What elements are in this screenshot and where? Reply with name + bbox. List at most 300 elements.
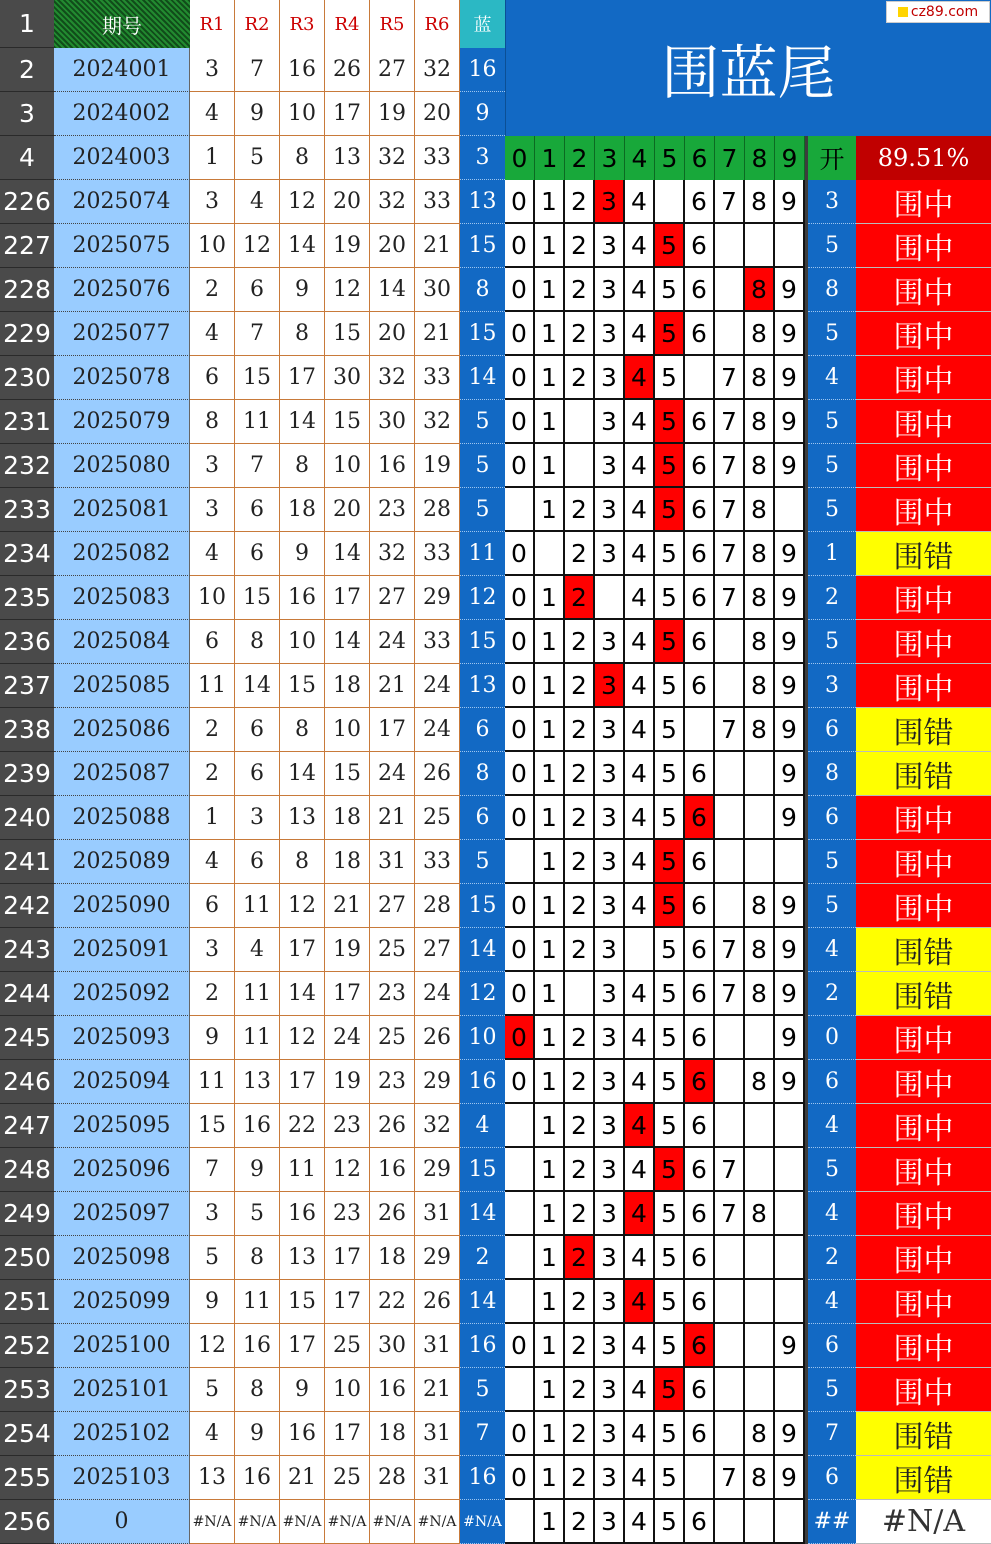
red-ball-cell[interactable]: 2 (190, 268, 235, 312)
result-cell[interactable]: 围中 (856, 1280, 991, 1324)
digit-cell[interactable] (505, 1500, 535, 1544)
kai-cell[interactable]: 2 (808, 1236, 856, 1280)
red-ball-cell[interactable]: 8 (280, 312, 325, 356)
red-ball-cell[interactable]: #N/A (370, 1500, 415, 1544)
row-number[interactable]: 237 (0, 664, 54, 708)
red-ball-cell[interactable]: 11 (280, 1148, 325, 1192)
digit-cell[interactable]: 3 (595, 400, 625, 444)
red-ball-cell[interactable]: 32 (370, 180, 415, 224)
red-ball-cell[interactable]: 19 (325, 224, 370, 268)
digit-cell[interactable]: 4 (625, 1148, 655, 1192)
red-ball-cell[interactable]: 4 (190, 840, 235, 884)
digit-cell[interactable]: 2 (565, 224, 595, 268)
red-ball-cell[interactable]: 6 (190, 620, 235, 664)
digit-cell[interactable] (715, 1500, 745, 1544)
blue-ball-cell[interactable]: 8 (460, 268, 505, 312)
red-ball-cell[interactable]: 10 (325, 1368, 370, 1412)
kai-cell[interactable]: 5 (808, 400, 856, 444)
digit-cell[interactable]: 9 (775, 884, 805, 928)
digit-cell[interactable]: 0 (505, 444, 535, 488)
digit-cell[interactable] (775, 488, 805, 532)
digit-hit-cell[interactable]: 5 (655, 488, 685, 532)
digit-cell[interactable]: 6 (685, 1104, 715, 1148)
digit-cell[interactable]: 1 (535, 576, 565, 620)
red-ball-cell[interactable]: 10 (190, 576, 235, 620)
row-number[interactable]: 245 (0, 1016, 54, 1060)
blue-ball-cell[interactable]: 8 (460, 752, 505, 796)
digit-cell[interactable]: 9 (775, 444, 805, 488)
digit-cell[interactable]: 2 (565, 708, 595, 752)
digit-cell[interactable]: 3 (595, 268, 625, 312)
digit-cell[interactable]: 2 (565, 1324, 595, 1368)
red-ball-cell[interactable]: 17 (280, 1324, 325, 1368)
red-ball-cell[interactable]: 20 (415, 92, 460, 136)
digit-cell[interactable]: 4 (625, 1412, 655, 1456)
digit-cell[interactable]: 4 (625, 1324, 655, 1368)
red-ball-cell[interactable]: 6 (235, 840, 280, 884)
digit-cell[interactable]: 3 (595, 1324, 625, 1368)
digit-cell[interactable]: 2 (565, 356, 595, 400)
red-ball-cell[interactable]: 33 (415, 840, 460, 884)
red-ball-cell[interactable]: 25 (415, 796, 460, 840)
digit-cell[interactable]: 9 (775, 708, 805, 752)
red-ball-cell[interactable]: 8 (280, 708, 325, 752)
result-cell[interactable]: 围中 (856, 664, 991, 708)
blue-ball-cell[interactable]: 14 (460, 928, 505, 972)
blue-ball-cell[interactable]: 16 (460, 1456, 505, 1500)
digit-cell[interactable]: 0 (505, 620, 535, 664)
blue-ball-cell[interactable]: 15 (460, 620, 505, 664)
period-cell[interactable]: 2025101 (54, 1368, 190, 1412)
digit-cell[interactable] (745, 1148, 775, 1192)
result-cell[interactable]: 围错 (856, 1412, 991, 1456)
red-ball-cell[interactable]: 9 (190, 1016, 235, 1060)
digit-cell[interactable]: 8 (745, 400, 775, 444)
digit-cell[interactable]: 3 (595, 1148, 625, 1192)
red-ball-header[interactable]: R6 (415, 0, 460, 48)
digit-cell[interactable]: 7 (715, 1456, 745, 1500)
digit-cell[interactable]: 2 (565, 1280, 595, 1324)
digit-cell[interactable] (715, 1368, 745, 1412)
digit-cell[interactable] (535, 532, 565, 576)
red-ball-cell[interactable]: 9 (190, 1280, 235, 1324)
digit-cell[interactable]: 5 (655, 1280, 685, 1324)
digit-cell[interactable] (655, 180, 685, 224)
digit-cell[interactable]: 5 (655, 1236, 685, 1280)
digit-cell[interactable]: 4 (625, 268, 655, 312)
digit-cell[interactable] (715, 1060, 745, 1104)
digit-cell[interactable] (505, 488, 535, 532)
result-cell[interactable]: 围中 (856, 1148, 991, 1192)
red-ball-cell[interactable]: 5 (235, 1192, 280, 1236)
digit-cell[interactable]: 5 (655, 268, 685, 312)
red-ball-cell[interactable]: 10 (190, 224, 235, 268)
blue-ball-cell[interactable]: 16 (460, 1060, 505, 1104)
red-ball-cell[interactable]: 7 (235, 312, 280, 356)
red-ball-cell[interactable]: 23 (325, 1104, 370, 1148)
red-ball-cell[interactable]: 21 (325, 884, 370, 928)
red-ball-cell[interactable]: 17 (325, 1280, 370, 1324)
blue-ball-cell[interactable]: 14 (460, 1192, 505, 1236)
digit-cell[interactable]: 4 (625, 752, 655, 796)
result-cell[interactable]: 围错 (856, 532, 991, 576)
digit-cell[interactable]: 1 (535, 928, 565, 972)
red-ball-cell[interactable]: 16 (370, 1148, 415, 1192)
digit-cell[interactable]: 9 (775, 532, 805, 576)
red-ball-cell[interactable]: 4 (235, 180, 280, 224)
digit-cell[interactable]: 1 (535, 664, 565, 708)
red-ball-cell[interactable]: 20 (370, 224, 415, 268)
result-cell[interactable]: 围中 (856, 1016, 991, 1060)
row-number[interactable]: 239 (0, 752, 54, 796)
digit-cell[interactable] (715, 796, 745, 840)
red-ball-cell[interactable]: 19 (325, 928, 370, 972)
digit-cell[interactable]: 7 (715, 444, 745, 488)
kai-cell[interactable]: 6 (808, 1060, 856, 1104)
red-ball-cell[interactable]: 26 (415, 752, 460, 796)
red-ball-cell[interactable]: 21 (370, 796, 415, 840)
period-cell[interactable]: 2025102 (54, 1412, 190, 1456)
red-ball-cell[interactable]: 26 (370, 1192, 415, 1236)
red-ball-cell[interactable]: 32 (415, 400, 460, 444)
digit-cell[interactable]: 3 (595, 884, 625, 928)
digit-cell[interactable] (775, 1104, 805, 1148)
digit-cell[interactable]: 5 (655, 796, 685, 840)
kai-cell[interactable]: 1 (808, 532, 856, 576)
red-ball-cell[interactable]: 16 (370, 444, 415, 488)
digit-cell[interactable]: 9 (775, 796, 805, 840)
digit-cell[interactable] (565, 972, 595, 1016)
digit-cell[interactable]: 1 (535, 1016, 565, 1060)
digit-hit-cell[interactable]: 4 (625, 1280, 655, 1324)
red-ball-cell[interactable]: 14 (370, 268, 415, 312)
blue-ball-cell[interactable]: 10 (460, 1016, 505, 1060)
digit-cell[interactable]: 8 (745, 532, 775, 576)
digit-cell[interactable]: 1 (535, 268, 565, 312)
row-number[interactable]: 254 (0, 1412, 54, 1456)
kai-cell[interactable]: 5 (808, 488, 856, 532)
digit-cell[interactable]: 1 (535, 1500, 565, 1544)
red-ball-cell[interactable]: 12 (280, 884, 325, 928)
period-cell[interactable]: 2025081 (54, 488, 190, 532)
digit-header[interactable]: 9 (775, 136, 805, 180)
row-number[interactable]: 236 (0, 620, 54, 664)
digit-cell[interactable]: 3 (595, 1456, 625, 1500)
red-ball-cell[interactable]: 2 (190, 972, 235, 1016)
result-cell[interactable]: 围中 (856, 488, 991, 532)
kai-cell[interactable]: 8 (808, 268, 856, 312)
digit-cell[interactable]: 1 (535, 708, 565, 752)
kai-cell[interactable]: 7 (808, 1412, 856, 1456)
kai-cell[interactable]: 4 (808, 356, 856, 400)
digit-cell[interactable]: 1 (535, 840, 565, 884)
blue-ball-cell[interactable]: 15 (460, 884, 505, 928)
kai-cell[interactable]: 4 (808, 1104, 856, 1148)
blue-ball-cell[interactable]: 7 (460, 1412, 505, 1456)
digit-cell[interactable]: 0 (505, 532, 535, 576)
red-ball-header[interactable]: R4 (325, 0, 370, 48)
digit-cell[interactable]: 7 (715, 576, 745, 620)
red-ball-cell[interactable]: 11 (235, 1280, 280, 1324)
digit-hit-cell[interactable]: 6 (685, 796, 715, 840)
red-ball-cell[interactable]: 16 (280, 576, 325, 620)
red-ball-cell[interactable]: 17 (370, 708, 415, 752)
result-cell[interactable]: 围中 (856, 180, 991, 224)
digit-cell[interactable] (775, 224, 805, 268)
red-ball-cell[interactable]: 33 (415, 180, 460, 224)
red-ball-cell[interactable]: 29 (415, 1060, 460, 1104)
red-ball-cell[interactable]: 11 (235, 400, 280, 444)
red-ball-cell[interactable]: 12 (325, 1148, 370, 1192)
blue-ball-cell[interactable]: 15 (460, 224, 505, 268)
red-ball-cell[interactable]: 29 (415, 576, 460, 620)
blue-ball-cell[interactable]: 5 (460, 1368, 505, 1412)
digit-cell[interactable]: 6 (685, 884, 715, 928)
red-ball-cell[interactable]: 15 (325, 752, 370, 796)
digit-cell[interactable]: 4 (625, 1016, 655, 1060)
digit-hit-cell[interactable]: 3 (595, 180, 625, 224)
row-number[interactable]: 230 (0, 356, 54, 400)
digit-cell[interactable]: 6 (685, 664, 715, 708)
row-number[interactable]: 231 (0, 400, 54, 444)
digit-cell[interactable]: 4 (625, 1236, 655, 1280)
digit-cell[interactable]: 3 (595, 928, 625, 972)
period-cell[interactable]: 2025089 (54, 840, 190, 884)
red-ball-cell[interactable]: 21 (415, 312, 460, 356)
red-ball-cell[interactable]: 30 (325, 356, 370, 400)
red-ball-cell[interactable]: 6 (235, 708, 280, 752)
red-ball-cell[interactable]: 17 (325, 1412, 370, 1456)
period-cell[interactable]: 2025103 (54, 1456, 190, 1500)
digit-cell[interactable]: 6 (685, 488, 715, 532)
red-ball-cell[interactable]: 10 (280, 620, 325, 664)
red-ball-cell[interactable]: 15 (280, 664, 325, 708)
red-ball-cell[interactable]: 15 (325, 400, 370, 444)
digit-cell[interactable]: 2 (565, 1192, 595, 1236)
red-ball-cell[interactable]: 1 (190, 136, 235, 180)
digit-cell[interactable]: 3 (595, 1412, 625, 1456)
red-ball-cell[interactable]: 15 (235, 356, 280, 400)
result-cell[interactable]: 围中 (856, 620, 991, 664)
digit-cell[interactable]: 6 (685, 1016, 715, 1060)
kai-cell[interactable]: 4 (808, 1192, 856, 1236)
red-ball-cell[interactable]: 30 (415, 268, 460, 312)
result-cell[interactable]: 围中 (856, 356, 991, 400)
digit-cell[interactable]: 1 (535, 884, 565, 928)
digit-cell[interactable] (715, 1412, 745, 1456)
kai-cell[interactable]: 5 (808, 840, 856, 884)
red-ball-header[interactable]: R1 (190, 0, 235, 48)
red-ball-cell[interactable]: 23 (370, 488, 415, 532)
blue-ball-cell[interactable]: #N/A (460, 1500, 505, 1544)
row-number[interactable]: 4 (0, 136, 54, 180)
digit-cell[interactable] (775, 1280, 805, 1324)
digit-cell[interactable]: 0 (505, 972, 535, 1016)
digit-cell[interactable]: 1 (535, 972, 565, 1016)
red-ball-cell[interactable]: 25 (325, 1324, 370, 1368)
digit-cell[interactable]: 1 (535, 1192, 565, 1236)
red-ball-cell[interactable]: 23 (370, 972, 415, 1016)
result-cell[interactable]: 围中 (856, 884, 991, 928)
digit-cell[interactable]: 3 (595, 312, 625, 356)
digit-cell[interactable]: 3 (595, 1368, 625, 1412)
digit-cell[interactable]: 3 (595, 1192, 625, 1236)
row-number[interactable]: 233 (0, 488, 54, 532)
digit-cell[interactable]: 2 (565, 1500, 595, 1544)
red-ball-cell[interactable]: 2 (190, 708, 235, 752)
row-number[interactable]: 253 (0, 1368, 54, 1412)
row-number[interactable]: 246 (0, 1060, 54, 1104)
digit-cell[interactable]: 2 (565, 1016, 595, 1060)
digit-cell[interactable]: 3 (595, 796, 625, 840)
digit-cell[interactable]: 1 (535, 400, 565, 444)
period-cell[interactable]: 2025076 (54, 268, 190, 312)
digit-cell[interactable]: 2 (565, 488, 595, 532)
period-cell[interactable]: 2025079 (54, 400, 190, 444)
digit-cell[interactable]: 0 (505, 708, 535, 752)
digit-cell[interactable]: 5 (655, 972, 685, 1016)
digit-cell[interactable]: 0 (505, 268, 535, 312)
result-cell[interactable]: 围中 (856, 1368, 991, 1412)
blue-ball-cell[interactable]: 14 (460, 356, 505, 400)
red-ball-cell[interactable]: 32 (370, 532, 415, 576)
red-ball-cell[interactable]: 4 (235, 928, 280, 972)
digit-cell[interactable]: 8 (745, 1412, 775, 1456)
red-ball-cell[interactable]: 5 (190, 1236, 235, 1280)
red-ball-cell[interactable]: 15 (235, 576, 280, 620)
red-ball-cell[interactable]: 28 (415, 488, 460, 532)
result-cell[interactable]: 围错 (856, 928, 991, 972)
blue-ball-cell[interactable]: 6 (460, 796, 505, 840)
digit-cell[interactable]: 2 (565, 1368, 595, 1412)
digit-cell[interactable]: 6 (685, 312, 715, 356)
digit-header[interactable]: 8 (745, 136, 775, 180)
red-ball-header[interactable]: R3 (280, 0, 325, 48)
digit-cell[interactable] (745, 224, 775, 268)
red-ball-cell[interactable]: 14 (280, 400, 325, 444)
digit-cell[interactable]: 5 (655, 1192, 685, 1236)
digit-cell[interactable]: 8 (745, 1192, 775, 1236)
red-ball-cell[interactable]: 18 (325, 796, 370, 840)
digit-cell[interactable]: 3 (595, 840, 625, 884)
red-ball-cell[interactable]: 20 (325, 488, 370, 532)
result-cell[interactable]: 围中 (856, 444, 991, 488)
digit-cell[interactable]: 9 (775, 576, 805, 620)
red-ball-cell[interactable]: 10 (280, 92, 325, 136)
digit-header[interactable]: 2 (565, 136, 595, 180)
kai-cell[interactable]: 4 (808, 1280, 856, 1324)
red-ball-cell[interactable]: 8 (280, 444, 325, 488)
row-number[interactable]: 229 (0, 312, 54, 356)
row-number[interactable]: 228 (0, 268, 54, 312)
row-number[interactable]: 3 (0, 92, 54, 136)
red-ball-cell[interactable]: 24 (370, 752, 415, 796)
red-ball-cell[interactable]: 13 (190, 1456, 235, 1500)
digit-cell[interactable]: 4 (625, 400, 655, 444)
row-number[interactable]: 241 (0, 840, 54, 884)
kai-cell[interactable]: 5 (808, 1368, 856, 1412)
hit-rate[interactable]: 89.51% (856, 136, 991, 180)
kai-cell[interactable]: 3 (808, 180, 856, 224)
red-ball-cell[interactable]: 18 (280, 488, 325, 532)
digit-cell[interactable] (745, 1016, 775, 1060)
red-ball-cell[interactable]: 17 (325, 1236, 370, 1280)
digit-cell[interactable]: 2 (565, 268, 595, 312)
digit-cell[interactable] (715, 620, 745, 664)
period-cell[interactable]: 2025074 (54, 180, 190, 224)
red-ball-cell[interactable]: 25 (370, 1016, 415, 1060)
digit-cell[interactable] (745, 1500, 775, 1544)
red-ball-cell[interactable]: 20 (370, 312, 415, 356)
digit-cell[interactable] (685, 708, 715, 752)
digit-cell[interactable]: 3 (595, 1016, 625, 1060)
digit-hit-cell[interactable]: 5 (655, 1148, 685, 1192)
digit-cell[interactable]: 4 (625, 708, 655, 752)
digit-cell[interactable] (685, 356, 715, 400)
digit-cell[interactable]: 8 (745, 664, 775, 708)
digit-cell[interactable]: 4 (625, 224, 655, 268)
digit-hit-cell[interactable]: 4 (625, 1192, 655, 1236)
digit-cell[interactable]: 0 (505, 1456, 535, 1500)
row-number[interactable]: 1 (0, 0, 54, 48)
red-ball-cell[interactable]: 6 (235, 268, 280, 312)
red-ball-cell[interactable]: 16 (280, 1192, 325, 1236)
red-ball-cell[interactable]: 21 (370, 664, 415, 708)
red-ball-cell[interactable]: 15 (325, 312, 370, 356)
red-ball-cell[interactable]: 9 (280, 268, 325, 312)
red-ball-cell[interactable]: 32 (370, 356, 415, 400)
digit-hit-cell[interactable]: 0 (505, 1016, 535, 1060)
period-cell[interactable]: 2025082 (54, 532, 190, 576)
digit-cell[interactable] (775, 1192, 805, 1236)
red-ball-cell[interactable]: 11 (235, 1016, 280, 1060)
digit-cell[interactable]: 4 (625, 884, 655, 928)
row-number[interactable]: 227 (0, 224, 54, 268)
digit-cell[interactable]: 0 (505, 1324, 535, 1368)
red-ball-cell[interactable]: 6 (235, 532, 280, 576)
red-ball-cell[interactable]: 27 (370, 884, 415, 928)
digit-cell[interactable]: 4 (625, 840, 655, 884)
red-ball-cell[interactable]: 19 (325, 1060, 370, 1104)
red-ball-cell[interactable]: 7 (190, 1148, 235, 1192)
digit-cell[interactable]: 8 (745, 356, 775, 400)
red-ball-cell[interactable]: 8 (280, 840, 325, 884)
kai-cell[interactable]: 2 (808, 972, 856, 1016)
red-ball-cell[interactable]: 13 (235, 1060, 280, 1104)
red-ball-cell[interactable]: 20 (325, 180, 370, 224)
digit-hit-cell[interactable]: 4 (625, 356, 655, 400)
digit-cell[interactable] (715, 1280, 745, 1324)
digit-cell[interactable]: 3 (595, 532, 625, 576)
row-number[interactable]: 244 (0, 972, 54, 1016)
digit-cell[interactable] (745, 752, 775, 796)
red-ball-cell[interactable]: 4 (190, 532, 235, 576)
period-cell[interactable]: 2025084 (54, 620, 190, 664)
red-ball-cell[interactable]: 14 (235, 664, 280, 708)
digit-cell[interactable] (775, 1368, 805, 1412)
red-ball-cell[interactable]: 24 (415, 708, 460, 752)
kai-cell[interactable]: 6 (808, 1324, 856, 1368)
digit-cell[interactable]: 9 (775, 1412, 805, 1456)
digit-cell[interactable]: 5 (655, 1456, 685, 1500)
result-cell[interactable]: 围错 (856, 708, 991, 752)
red-ball-cell[interactable]: 21 (280, 1456, 325, 1500)
digit-hit-cell[interactable]: 5 (655, 884, 685, 928)
digit-cell[interactable]: 9 (775, 620, 805, 664)
result-cell[interactable]: 围中 (856, 1104, 991, 1148)
digit-cell[interactable]: 5 (655, 708, 685, 752)
digit-cell[interactable]: 8 (745, 1456, 775, 1500)
